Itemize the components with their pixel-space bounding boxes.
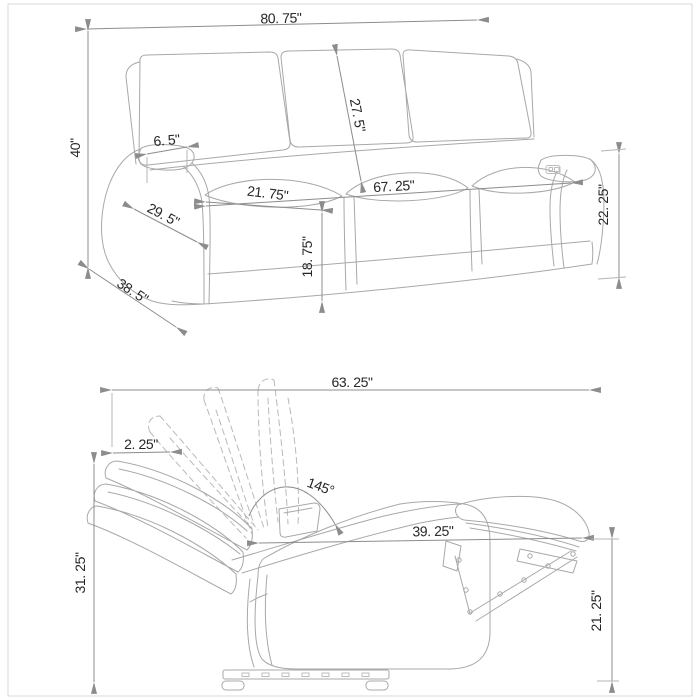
- recliner-arm-panel: [255, 501, 490, 669]
- dim-sofa-back-cushion-height: [337, 56, 369, 181]
- dim-label-seat-cushion-width: 21. 75": [246, 182, 289, 204]
- dim-label-arm-top-width: 6. 5": [152, 130, 181, 150]
- dim-label-wall-clearance: 2. 25": [124, 436, 158, 452]
- dim-label-recline-angle: 145°: [305, 474, 337, 499]
- dim-label-overall-height: 40": [67, 138, 83, 158]
- dim-label-back-height: 31. 25": [72, 552, 88, 594]
- recliner-back-pillows: [87, 461, 252, 594]
- recline-ghost-positions: [148, 379, 298, 538]
- dim-label-back-cushion-height: 27. 5": [346, 96, 369, 134]
- dim-label-arm-front-depth: 29. 5": [144, 199, 182, 230]
- sofa-diagram: [67, 10, 626, 327]
- sofa-left-arm: [102, 145, 211, 305]
- dim-label-arm-height: 22. 25": [595, 184, 611, 226]
- dim-recliner-footrest-height: [588, 539, 619, 681]
- dim-sofa-arm-front-depth: [134, 200, 197, 242]
- dim-label-seat-length: 39. 25": [412, 522, 454, 540]
- recliner-diagram: [72, 374, 619, 690]
- footrest-pad: [456, 496, 590, 551]
- base-foot-left: [222, 681, 244, 690]
- dim-sofa-overall-width: [87, 10, 477, 29]
- base-foot-right: [366, 681, 388, 690]
- recliner-footrest: [443, 496, 589, 621]
- dim-label-footrest-height: 21. 25": [588, 590, 604, 632]
- footrest-linkage: [443, 541, 577, 621]
- recliner-outline: [87, 379, 589, 690]
- dim-label-reclined-length: 63. 25": [331, 374, 373, 390]
- dim-label-interior-width: 67. 25": [372, 176, 415, 196]
- dim-label-depth: 38. 5": [114, 274, 152, 307]
- dim-sofa-arm-top-width: [147, 131, 187, 183]
- dim-label-seat-height: 18. 75": [299, 236, 315, 278]
- dim-recliner-wall-clearance: [113, 436, 170, 453]
- dim-sofa-depth: [89, 269, 176, 327]
- dim-label-overall-width: 80. 75": [260, 9, 302, 27]
- recliner-base-rail: [222, 670, 389, 690]
- dim-sofa-seat-height: [299, 213, 322, 301]
- sofa-front-base: [172, 241, 593, 304]
- sofa-outline: [102, 49, 604, 305]
- dim-sofa-overall-height: [67, 31, 88, 267]
- dim-recliner-back-height: [72, 464, 94, 682]
- sofa-back-cushions: [139, 49, 531, 165]
- dim-sofa-arm-height: [595, 149, 626, 279]
- recliner-back-post: [247, 575, 272, 667]
- dim-recliner-reclined-length: [112, 374, 589, 447]
